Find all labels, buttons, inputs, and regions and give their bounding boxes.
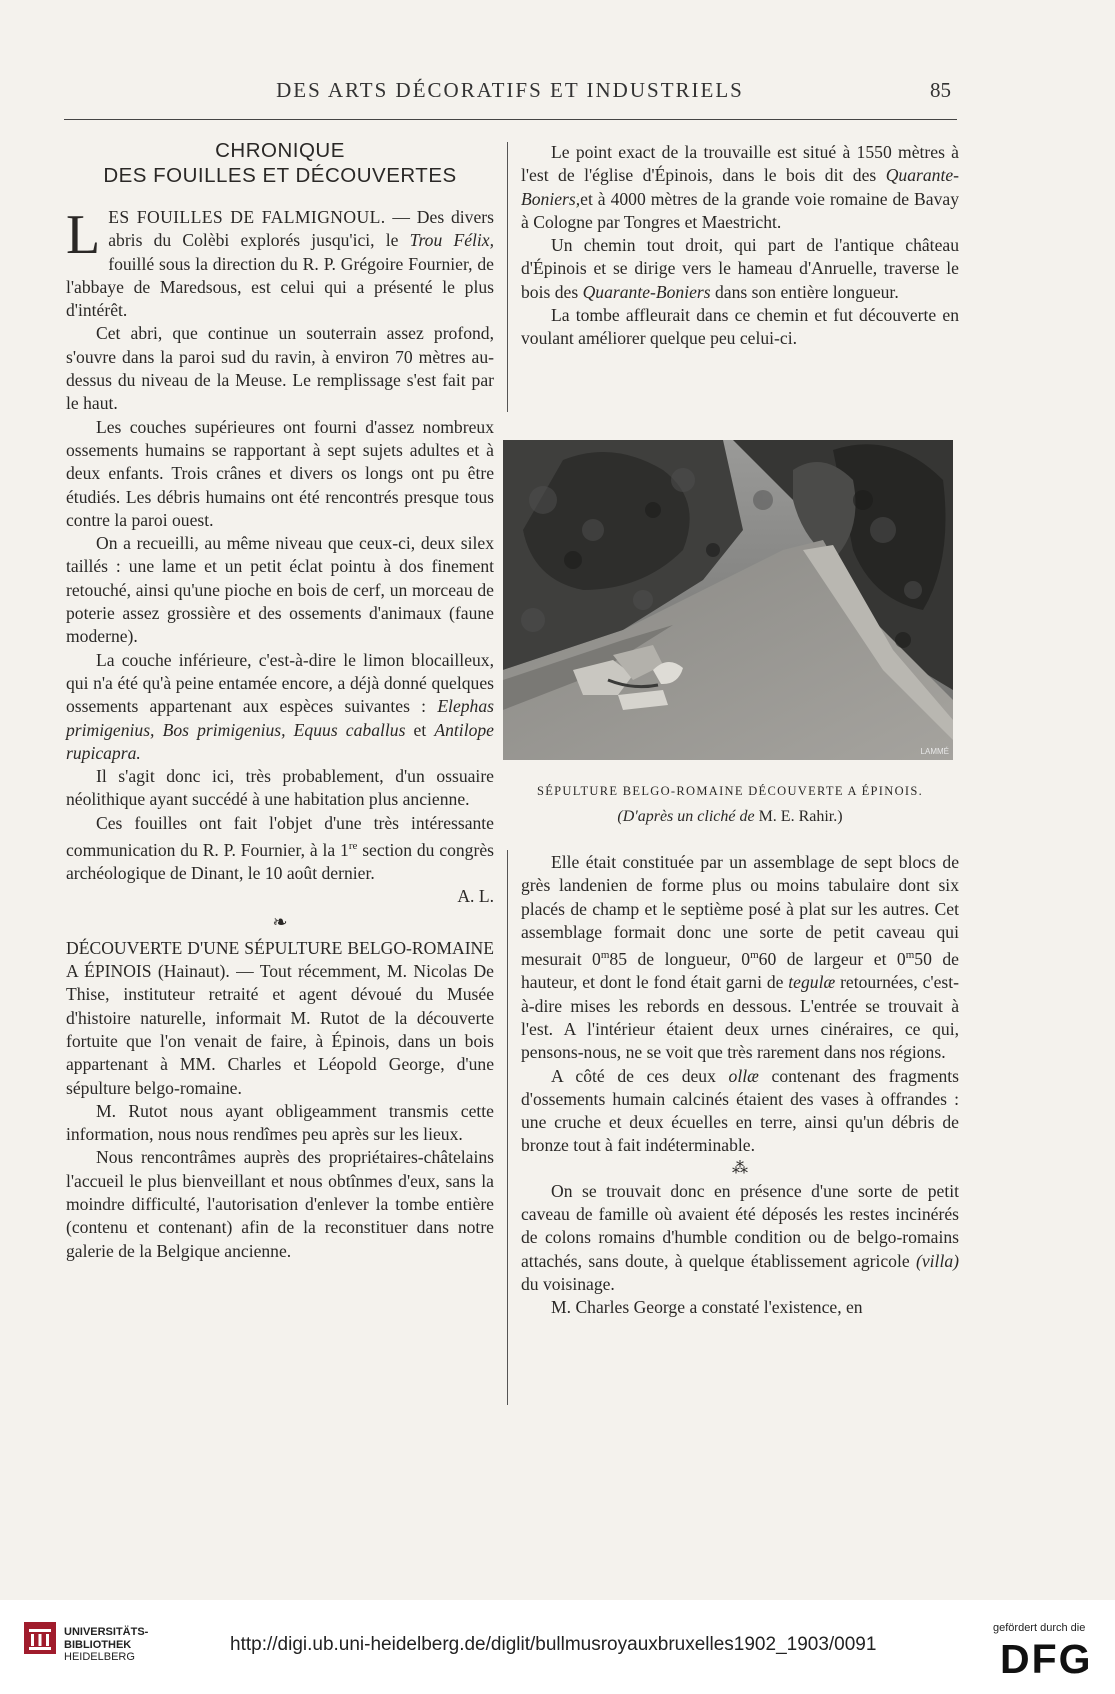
location-paragraph <box>521 141 959 234</box>
tomb-photograph <box>503 440 953 760</box>
text-run: 50 de hauteur, et dont le fond était garni de <box>521 949 959 993</box>
column-rule-top <box>507 142 508 412</box>
figure-credit <box>500 808 960 826</box>
contents-paragraph <box>521 1065 959 1158</box>
epinois-heading: DÉCOUVERTE D'UNE SÉPULTURE BELGO-ROMAINE A ÉPINOIS <box>66 937 494 982</box>
italic-run: Antilope rupicapra. <box>66 719 494 763</box>
chronicle-title <box>66 138 494 188</box>
text-run: Ces fouilles ont fait l'objet d'une très intéressante communication du R. P. Fournier, à la 1 <box>66 812 494 860</box>
italic-run: Trou Félix, <box>409 230 494 251</box>
italic-run: tegulæ <box>788 972 836 993</box>
header-rule <box>64 119 957 120</box>
falmignoul-paragraph-5 <box>66 649 494 765</box>
text-run: Le point exact de la trouvaille est situé à 1550 mètres à l'est de l'église d'Épinois, dans le bois dit des <box>521 142 959 186</box>
text-run: (Hainaut). — Tout récemment, M. Nicolas De Thise, instituteur retraité et agent dévoué du Musée d'histoire naturelle, informait M. Rutot de la découverte fortuite que l'on venait de faire, à Épinois, dans un bois appartenant à MM. Charles et Léopold George, d'une sépulture belgo-romaine. <box>66 961 494 1098</box>
superscript: m <box>750 949 759 962</box>
text-run: du voisinage. <box>521 1273 615 1294</box>
text-run: Elle était constituée par un assemblage de sept blocs de grès landenien de forme plus ou moins tabulaire dont six placés de champ et le septième posé à plat sur les autres. Cet assemblage formait donc une sorte de petit caveau qui mesurait 0 <box>521 852 959 970</box>
footer-bar <box>0 1600 1115 1694</box>
university-library-logo-icon <box>22 1620 58 1656</box>
italic-run: ollæ <box>728 1065 759 1086</box>
chronicle-title-line2: DES FOUILLES ET DÉCOUVERTES <box>103 164 457 187</box>
falmignoul-paragraph-7 <box>66 812 494 886</box>
left-column <box>66 136 494 1263</box>
photo-engraver-mark: LAMMÉ <box>920 747 949 756</box>
falmignoul-paragraph-1 <box>66 206 494 322</box>
text-run: A côté de ces deux <box>551 1065 729 1086</box>
path-paragraph <box>521 234 959 304</box>
text-run: contenant des fragments d'ossements humain calcinés étaient des vases à offrandes : une cruche et deux écuelles en terre, ainsi qu'un débris de bronze tout à fait indéterminable. <box>521 1065 959 1156</box>
library-line2: BIBLIOTHEK <box>64 1638 132 1651</box>
superscript: re <box>348 840 358 853</box>
falmignoul-paragraph-4: On a recueilli, au même niveau que ceux-ci, deux silex taillés : une lame et un petit éclat pointu à dos finement retouché, ainsi qu'une pioche en bois de cerf, un morceau de poterie assez grossière et des ossements d'animaux (faune moderne). <box>66 533 494 647</box>
italic-run: Quarante-Boniers <box>582 281 711 302</box>
text-run: On se trouvait donc en présence d'une sorte de petit caveau de famille où avaient été déposés les restes incinérés de colons romains d'humble condition ou de belgo-romains attachés, sans doute, à quelque établissement agricole <box>521 1180 959 1271</box>
epinois-paragraph-1 <box>66 937 494 1100</box>
figure-caption: SÉPULTURE BELGO-ROMAINE DÉCOUVERTE A ÉPINOIS. <box>536 784 924 798</box>
library-line3: HEIDELBERG <box>64 1651 135 1663</box>
falmignoul-paragraph-2: Cet abri, que continue un souterrain assez profond, s'ouvre dans la paroi sud du ravin, à environ 70 mètres au-dessus du niveau de la Meuse. Le remplissage s'est fait par le haut. <box>66 323 494 414</box>
text-run: section du congrès archéologique de Dinant, le 10 août dernier. <box>66 839 494 884</box>
page-number: 85 <box>930 78 951 102</box>
text-run: M. E. Rahir.) <box>754 808 843 825</box>
tomb-paragraph: La tombe affleurait dans ce chemin et fut découverte en voulant améliorer quelque peu celui-ci. <box>521 305 959 349</box>
text-run: La couche inférieure, c'est-à-dire le limon blocailleux, qui n'a été qu'à peine entamée encore, a déjà donné quelques ossements appartenant aux espèces suivantes : <box>66 649 494 717</box>
text-run: et <box>405 719 435 740</box>
ornament-icon: ❧ <box>272 911 288 932</box>
italic-run: (D'après un cliché de <box>617 808 755 825</box>
italic-run: Elephas primigenius, Bos primigenius, Equus caballus <box>66 696 494 740</box>
library-line1: UNIVERSITÄTS- <box>64 1626 149 1638</box>
text-run: et à 4000 mètres de la grande voie romaine de Bavay à Cologne par Tongres et Maestricht. <box>521 188 959 232</box>
text-run: 60 de largeur et 0 <box>758 949 906 970</box>
text-run: dans son entière longueur. <box>710 281 899 302</box>
drop-cap: L <box>66 204 101 266</box>
dfg-logo: DFG <box>1000 1636 1093 1682</box>
right-column-top <box>521 141 959 351</box>
signature: A. L. <box>457 886 494 907</box>
photo-image <box>503 440 953 760</box>
column-rule-bottom <box>507 850 508 1405</box>
running-head: DES ARTS DÉCORATIFS ET INDUSTRIELS <box>276 78 744 102</box>
library-name <box>64 1626 148 1664</box>
italic-run: Quarante-Boniers, <box>521 165 959 209</box>
chronicle-title-line1: CHRONIQUE <box>215 139 345 162</box>
text-run: — Des divers abris du Colèbi explorés jusqu'ici, le <box>108 207 494 251</box>
right-column-bottom <box>521 851 959 1320</box>
text-run: 85 de longueur, 0 <box>609 949 751 970</box>
epinois-paragraph-3: Nous rencontrâmes auprès des propriétaires-châtelains l'accueil le plus bienveillant et nous obtînmes d'eux, sans la moindre difficulté, l'autorisation d'enlever la tombe entière (contenu et contenant) afin de la reconstituer dans notre galerie de la Belgique ancienne. <box>66 1147 494 1261</box>
text-run: retournées, c'est-à-dire mises les rebords en dessous. L'entrée se trouvait à l'est. A l'intérieur étaient deux urnes cinéraires, ce qui, pensons-nous, ne se voit que très rarement dans nos régions. <box>521 972 959 1063</box>
conclusion-paragraph <box>521 1180 959 1296</box>
funding-note: gefördert durch die <box>993 1622 1086 1634</box>
italic-run: (villa) <box>916 1250 959 1271</box>
signature-line <box>66 885 494 908</box>
superscript: m <box>600 949 610 962</box>
superscript: m <box>905 949 915 962</box>
falmignoul-paragraph-6: Il s'agit donc ici, très probablement, d'un ossuaire néolithique ayant succédé à une habitation plus ancienne. <box>66 766 494 810</box>
falmignoul-paragraph-3: Les couches supérieures ont fourni d'assez nombreux ossements humains se rapportant à sept sujets adultes et à deux enfants. Trois crânes et divers os longs ont pu être étudiés. Les débris humains ont été rencontrés presque tous contre la paroi ouest. <box>66 416 494 530</box>
falmignoul-heading: ES FOUILLES DE FALMIGNOUL. <box>108 207 386 227</box>
text-run: Un chemin tout droit, qui part de l'antique château d'Épinois et se dirige vers le hameau d'Anruelle, traverse le bois des <box>521 235 959 302</box>
construction-paragraph <box>521 851 959 1065</box>
epinois-paragraph-2: M. Rutot nous ayant obligeamment transmis cette information, nous nous rendîmes peu après sur les lieux. <box>66 1100 494 1145</box>
george-paragraph: M. Charles George a constaté l'existence, en <box>551 1297 863 1318</box>
permalink-url[interactable]: http://digi.ub.uni-heidelberg.de/diglit/bullmusroyauxbruxelles1902_1903/0091 <box>230 1634 877 1655</box>
text-run: fouillé sous la direction du R. P. Grégoire Fournier, de l'abbaye de Maredsous, est celui qui a présenté le plus d'intérêt. <box>66 253 494 321</box>
asterism-icon: ⁂ <box>732 1159 748 1177</box>
